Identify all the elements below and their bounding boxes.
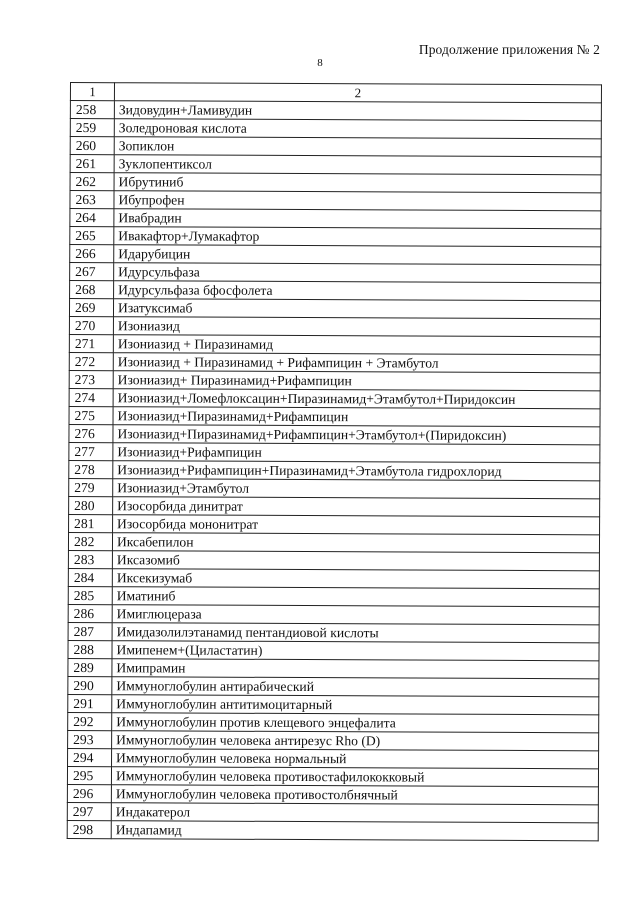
drug-name: Иксабепилон — [112, 533, 599, 553]
drug-name: Иммуноглобулин человека противостафилококковый — [111, 767, 598, 787]
table-row — [69, 299, 600, 319]
drug-name: Изосорбида динитрат — [113, 497, 600, 517]
row-number: 266 — [70, 245, 114, 263]
row-number: 297 — [67, 802, 111, 820]
drug-name: Иксекизумаб — [112, 569, 599, 589]
drug-name: Идурсульфаза — [114, 263, 601, 283]
drug-name: Имидазолилэтанамид пентандиовой кислоты — [112, 623, 599, 643]
row-number: 281 — [69, 514, 113, 532]
table-row — [69, 406, 600, 426]
table-row — [68, 730, 599, 750]
table-row — [68, 550, 599, 570]
drug-name: Иксазомиб — [112, 551, 599, 571]
row-number: 262 — [70, 173, 114, 191]
table-row — [69, 442, 600, 462]
drug-name: Имиглюцераза — [112, 605, 599, 625]
drug-name: Иммуноглобулин человека нормальный — [112, 749, 599, 769]
table-row — [69, 496, 600, 516]
table-row — [68, 568, 599, 588]
row-number: 271 — [69, 334, 113, 352]
row-number: 270 — [69, 316, 113, 334]
continuation-note: Продолжение приложения № 2 — [418, 42, 600, 57]
drug-name: Иматиниб — [112, 587, 599, 607]
drug-name: Изониазид + Пиразинамид — [113, 335, 600, 355]
table-row — [70, 173, 601, 193]
row-number: 294 — [68, 748, 112, 766]
table-row — [70, 281, 601, 301]
row-number: 264 — [70, 209, 114, 227]
row-number: 286 — [68, 604, 112, 622]
drug-name: Иммуноглобулин антирабический — [112, 677, 599, 697]
drug-name: Ивабрадин — [114, 209, 601, 229]
drug-name: Золедроновая кислота — [114, 119, 601, 139]
drug-name: Изониазид+Пиразинамид+Рифампицин — [113, 407, 600, 427]
table-row — [68, 712, 599, 732]
row-number: 289 — [68, 658, 112, 676]
row-number: 272 — [69, 352, 113, 370]
table-row — [68, 658, 599, 678]
table-row — [70, 227, 601, 247]
table-row — [70, 119, 601, 139]
row-number: 283 — [68, 550, 112, 568]
row-number: 269 — [69, 299, 113, 317]
table-row — [69, 316, 600, 336]
drug-name: Имипенем+(Циластатин) — [112, 641, 599, 661]
table-row — [70, 155, 601, 175]
drug-name: Иммуноглобулин человека противостолбнячный — [111, 785, 598, 805]
row-number: 261 — [70, 155, 114, 173]
table-row — [68, 532, 599, 552]
row-number: 275 — [69, 406, 113, 424]
drug-name: Изониазид + Пиразинамид + Рифампицин + Этамбутол — [113, 353, 600, 373]
drug-name: Индапамид — [111, 821, 598, 841]
row-number: 267 — [70, 263, 114, 281]
row-number: 284 — [68, 568, 112, 586]
drug-list-table — [67, 82, 602, 841]
table-row — [67, 784, 598, 804]
table-row — [70, 209, 601, 229]
table-row — [67, 802, 598, 822]
row-number: 276 — [69, 424, 113, 442]
column-header-number: 1 — [70, 83, 114, 101]
row-number: 295 — [67, 766, 111, 784]
page-number: 8 — [317, 57, 323, 69]
row-number: 296 — [67, 784, 111, 802]
table-row — [67, 820, 598, 840]
row-number: 292 — [68, 712, 112, 730]
row-number: 280 — [69, 496, 113, 514]
drug-name: Зидовудин+Ламивудин — [114, 101, 601, 121]
table-row — [68, 622, 599, 642]
drug-name: Индакатерол — [111, 803, 598, 823]
drug-name: Изониазид — [113, 317, 600, 337]
table-row — [68, 604, 599, 624]
drug-name: Изониазид+Ломефлоксацин+Пиразинамид+Этамбутол+Пиридоксин — [113, 389, 600, 409]
table-row — [69, 424, 600, 444]
row-number: 278 — [69, 460, 113, 478]
table-row — [69, 460, 600, 480]
drug-name: Изониазид+Пиразинамид+Рифампицин+Этамбутол+(Пиридоксин) — [113, 425, 600, 445]
table-row — [69, 514, 600, 534]
table-row — [69, 478, 600, 498]
column-header-name: 2 — [114, 83, 601, 103]
table-row — [68, 676, 599, 696]
table-row — [70, 245, 601, 265]
table-row — [68, 748, 599, 768]
table-row — [70, 191, 601, 211]
row-number: 265 — [70, 227, 114, 245]
row-number: 285 — [68, 586, 112, 604]
row-number: 290 — [68, 676, 112, 694]
drug-name: Изосорбида мононитрат — [113, 515, 600, 535]
table-row — [68, 586, 599, 606]
drug-name: Изониазид+Рифампицин+Пиразинамид+Этамбутола гидрохлорид — [113, 461, 600, 481]
row-number: 263 — [70, 191, 114, 209]
row-number: 291 — [68, 694, 112, 712]
row-number: 293 — [68, 730, 112, 748]
table-row — [69, 370, 600, 390]
drug-name: Ивакафтор+Лумакафтор — [114, 227, 601, 247]
drug-name: Изониазид+ Пиразинамид+Рифампицин — [113, 371, 600, 391]
drug-name: Иммуноглобулин человека антирезус Rho (D) — [112, 731, 599, 751]
table-row — [69, 388, 600, 408]
row-number: 277 — [69, 442, 113, 460]
row-number: 298 — [67, 820, 111, 838]
table-row — [67, 766, 598, 786]
row-number: 288 — [68, 640, 112, 658]
row-number: 259 — [70, 119, 114, 137]
drug-name: Имипрамин — [112, 659, 599, 679]
table-row — [70, 263, 601, 283]
row-number: 274 — [69, 388, 113, 406]
drug-name: Ибупрофен — [114, 191, 601, 211]
drug-name: Изониазид+Рифампицин — [113, 443, 600, 463]
row-number: 268 — [70, 281, 114, 299]
drug-name: Зопиклон — [114, 137, 601, 157]
row-number: 260 — [70, 137, 114, 155]
drug-name: Идарубицин — [114, 245, 601, 265]
row-number: 258 — [70, 101, 114, 119]
row-number: 279 — [69, 478, 113, 496]
table-row — [69, 352, 600, 372]
drug-name: Зуклопентиксол — [114, 155, 601, 175]
drug-name: Ибрутиниб — [114, 173, 601, 193]
row-number: 273 — [69, 370, 113, 388]
row-number: 287 — [68, 622, 112, 640]
table-row — [70, 101, 601, 121]
table-row — [70, 137, 601, 157]
drug-name: Идурсульфаза бфосфолета — [114, 281, 601, 301]
row-number: 282 — [68, 532, 112, 550]
table-header-row — [70, 83, 601, 103]
table-row — [68, 694, 599, 714]
table-row — [69, 334, 600, 354]
table-row — [68, 640, 599, 660]
drug-name: Изониазид+Этамбутол — [113, 479, 600, 499]
drug-name: Изатуксимаб — [113, 299, 600, 319]
drug-name: Иммуноглобулин антитимоцитарный — [112, 695, 599, 715]
drug-name: Иммуноглобулин против клещевого энцефалита — [112, 713, 599, 733]
